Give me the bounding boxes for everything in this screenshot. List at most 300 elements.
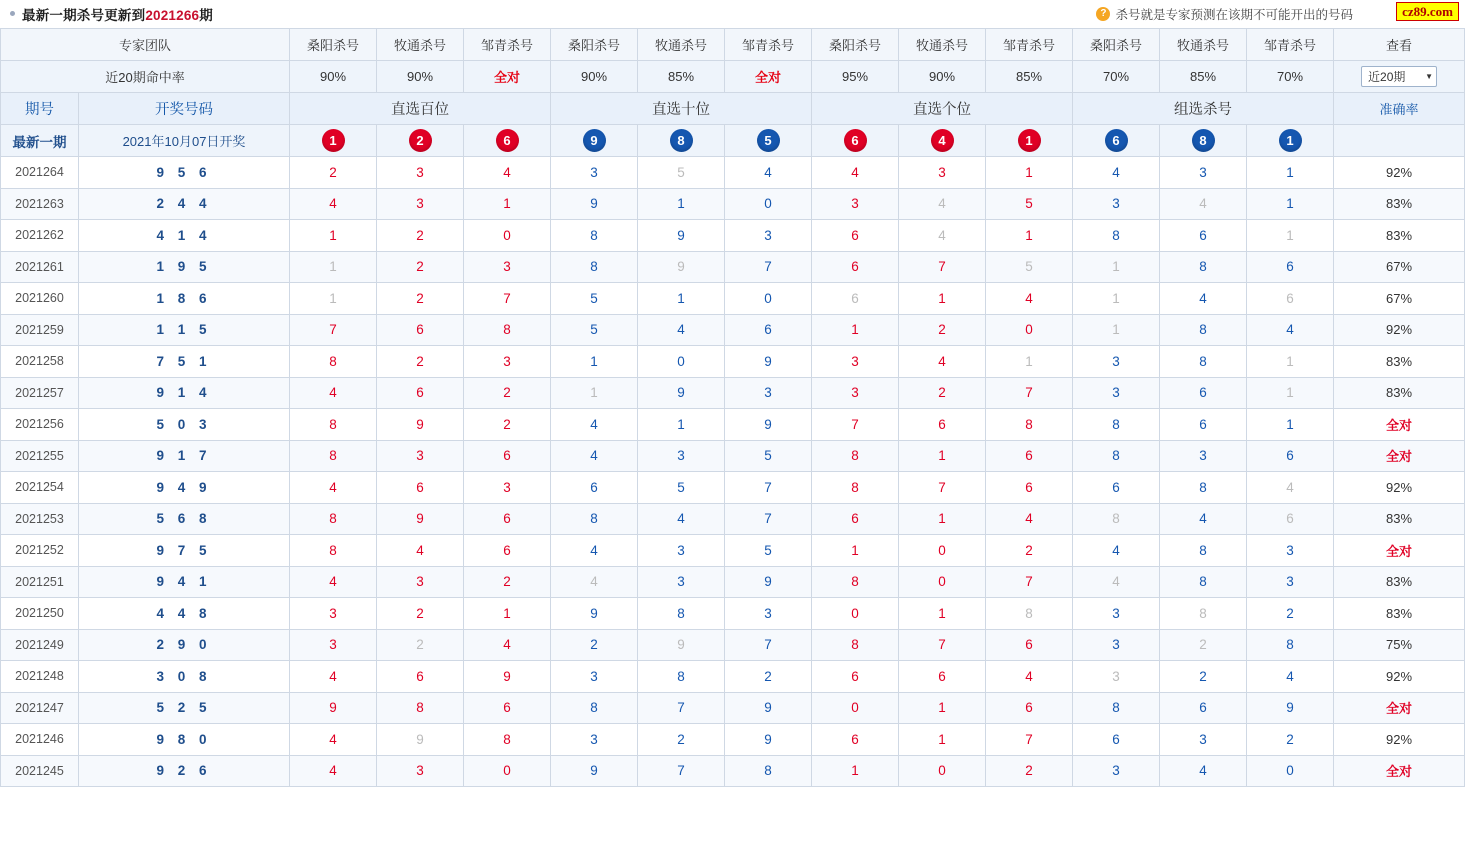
kill-number-2: 9: [464, 661, 551, 693]
latest-draw-date: 2021年10月07日开奖: [79, 125, 290, 157]
kill-number-11: 1: [1247, 188, 1334, 220]
expert-team-label: 专家团队: [1, 29, 290, 61]
kill-number-0: 9: [290, 692, 377, 724]
latest-ball-8: [986, 125, 1073, 157]
kill-number-2: 4: [464, 157, 551, 189]
kill-number-5: 3: [725, 377, 812, 409]
row-accuracy: 83%: [1334, 377, 1465, 409]
kill-number-8: 1: [986, 346, 1073, 378]
row-accuracy: 75%: [1334, 629, 1465, 661]
table-row: [1, 724, 1465, 756]
kill-number-0: 8: [290, 535, 377, 567]
row-issue[interactable]: 2021262: [1, 220, 79, 252]
expert-header-0: 桑阳杀号: [290, 29, 377, 61]
hit-rate-8: 85%: [986, 61, 1073, 93]
group-header-3: 组选杀号: [1073, 93, 1334, 125]
kill-number-5: 0: [725, 188, 812, 220]
kill-number-11: 3: [1247, 535, 1334, 567]
kill-number-9: 8: [1073, 220, 1160, 252]
kill-number-3: 4: [551, 440, 638, 472]
row-issue[interactable]: 2021254: [1, 472, 79, 504]
kill-number-10: 3: [1160, 157, 1247, 189]
kill-number-11: 8: [1247, 629, 1334, 661]
open-number-header: 开奖号码: [79, 93, 290, 125]
kill-number-1: 2: [377, 346, 464, 378]
row-accuracy: 67%: [1334, 283, 1465, 315]
kill-number-4: 8: [638, 598, 725, 630]
page-title-prefix: 最新一期杀号更新到: [22, 7, 146, 23]
issue-header: 期号: [1, 93, 79, 125]
kill-number-11: 2: [1247, 598, 1334, 630]
kill-number-8: 8: [986, 598, 1073, 630]
expert-header-8: 邹青杀号: [986, 29, 1073, 61]
page-title: [22, 4, 213, 24]
row-issue[interactable]: 2021258: [1, 346, 79, 378]
page-title-suffix: 期: [199, 7, 213, 23]
row-accuracy: 83%: [1334, 503, 1465, 535]
kill-number-6: 1: [812, 755, 899, 787]
row-issue[interactable]: 2021246: [1, 724, 79, 756]
kill-number-11: 4: [1247, 472, 1334, 504]
table-row: [1, 283, 1465, 315]
kill-number-1: 6: [377, 472, 464, 504]
kill-number-2: 2: [464, 409, 551, 441]
row-open-number: 5 2 5: [79, 692, 290, 724]
kill-number-10: 2: [1160, 661, 1247, 693]
kill-number-4: 1: [638, 283, 725, 315]
kill-number-8: 6: [986, 440, 1073, 472]
kill-number-5: 7: [725, 629, 812, 661]
hit-rate-7: 90%: [899, 61, 986, 93]
kill-number-5: 8: [725, 755, 812, 787]
row-issue[interactable]: 2021249: [1, 629, 79, 661]
kill-number-5: 5: [725, 440, 812, 472]
kill-number-2: 0: [464, 220, 551, 252]
kill-number-3: 2: [551, 629, 638, 661]
kill-number-8: 7: [986, 566, 1073, 598]
kill-number-3: 4: [551, 566, 638, 598]
kill-number-0: 7: [290, 314, 377, 346]
ball-red: 4: [931, 129, 954, 152]
kill-number-3: 4: [551, 535, 638, 567]
kill-number-2: 6: [464, 692, 551, 724]
kill-number-9: 1: [1073, 314, 1160, 346]
table-row: [1, 409, 1465, 441]
kill-number-4: 5: [638, 472, 725, 504]
kill-number-9: 6: [1073, 472, 1160, 504]
table-row: [1, 566, 1465, 598]
kill-number-8: 8: [986, 409, 1073, 441]
row-accuracy: 67%: [1334, 251, 1465, 283]
kill-number-9: 6: [1073, 724, 1160, 756]
hit-rate-5: 全对: [725, 61, 812, 93]
site-logo[interactable]: cz89.com: [1396, 2, 1459, 21]
kill-number-11: 6: [1247, 440, 1334, 472]
kill-number-10: 4: [1160, 188, 1247, 220]
kill-number-4: 4: [638, 503, 725, 535]
expert-header-row: [1, 29, 1465, 61]
kill-number-10: 8: [1160, 535, 1247, 567]
latest-ball-4: [638, 125, 725, 157]
ball-blue: 5: [757, 129, 780, 152]
kill-number-7: 7: [899, 629, 986, 661]
row-accuracy: 92%: [1334, 661, 1465, 693]
kill-number-9: 3: [1073, 629, 1160, 661]
hit-rate-4: 85%: [638, 61, 725, 93]
latest-ball-7: [899, 125, 986, 157]
row-open-number: 9 4 1: [79, 566, 290, 598]
kill-number-8: 7: [986, 377, 1073, 409]
row-accuracy: 92%: [1334, 724, 1465, 756]
ball-red: 6: [844, 129, 867, 152]
kill-number-9: 4: [1073, 566, 1160, 598]
expert-header-10: 牧通杀号: [1160, 29, 1247, 61]
kill-number-5: 5: [725, 535, 812, 567]
kill-number-7: 6: [899, 661, 986, 693]
hint-text: [1096, 5, 1353, 23]
kill-number-7: 1: [899, 503, 986, 535]
kill-number-4: 3: [638, 566, 725, 598]
kill-number-1: 3: [377, 157, 464, 189]
row-open-number: 4 4 8: [79, 598, 290, 630]
kill-number-8: 4: [986, 283, 1073, 315]
hit-rate-11: 70%: [1247, 61, 1334, 93]
row-issue[interactable]: 2021263: [1, 188, 79, 220]
kill-number-1: 3: [377, 566, 464, 598]
row-issue[interactable]: 2021253: [1, 503, 79, 535]
kill-number-4: 8: [638, 661, 725, 693]
kill-number-4: 9: [638, 377, 725, 409]
hit-rate-0: 90%: [290, 61, 377, 93]
kill-number-1: 2: [377, 251, 464, 283]
kill-number-0: 8: [290, 503, 377, 535]
kill-number-4: 2: [638, 724, 725, 756]
kill-number-6: 1: [812, 314, 899, 346]
row-issue[interactable]: 2021252: [1, 535, 79, 567]
hit-rate-row: [1, 61, 1465, 93]
hit-rate-6: 95%: [812, 61, 899, 93]
table-row: [1, 220, 1465, 252]
kill-number-5: 9: [725, 346, 812, 378]
table-row: [1, 598, 1465, 630]
kill-number-11: 4: [1247, 314, 1334, 346]
kill-number-7: 6: [899, 409, 986, 441]
kill-number-9: 3: [1073, 377, 1160, 409]
kill-number-8: 4: [986, 661, 1073, 693]
kill-number-10: 6: [1160, 220, 1247, 252]
kill-number-7: 1: [899, 692, 986, 724]
kill-number-6: 0: [812, 692, 899, 724]
kill-number-8: 1: [986, 220, 1073, 252]
kill-number-2: 2: [464, 566, 551, 598]
hit-rate-3: 90%: [551, 61, 638, 93]
group-header-row: [1, 93, 1465, 125]
row-open-number: 2 9 0: [79, 629, 290, 661]
kill-number-2: 3: [464, 472, 551, 504]
expert-header-5: 邹青杀号: [725, 29, 812, 61]
row-issue[interactable]: 2021259: [1, 314, 79, 346]
kill-number-table: [0, 28, 1465, 787]
top-bar: [0, 0, 1465, 28]
kill-number-7: 4: [899, 188, 986, 220]
table-row: [1, 629, 1465, 661]
row-issue[interactable]: 2021247: [1, 692, 79, 724]
kill-number-9: 3: [1073, 346, 1160, 378]
row-open-number: 1 9 5: [79, 251, 290, 283]
kill-number-1: 2: [377, 598, 464, 630]
kill-number-2: 6: [464, 503, 551, 535]
kill-number-3: 5: [551, 283, 638, 315]
kill-number-9: 1: [1073, 251, 1160, 283]
kill-number-1: 3: [377, 755, 464, 787]
kill-number-11: 1: [1247, 377, 1334, 409]
kill-number-9: 8: [1073, 409, 1160, 441]
row-open-number: 1 1 5: [79, 314, 290, 346]
kill-number-1: 2: [377, 283, 464, 315]
kill-number-0: 4: [290, 472, 377, 504]
kill-number-10: 8: [1160, 251, 1247, 283]
kill-number-11: 6: [1247, 283, 1334, 315]
kill-number-0: 4: [290, 377, 377, 409]
ball-blue: 1: [1279, 129, 1302, 152]
row-accuracy: 92%: [1334, 472, 1465, 504]
bullet-icon: [10, 11, 15, 16]
kill-number-5: 9: [725, 724, 812, 756]
kill-number-8: 2: [986, 535, 1073, 567]
kill-number-6: 4: [812, 157, 899, 189]
row-accuracy: 92%: [1334, 157, 1465, 189]
kill-number-6: 6: [812, 661, 899, 693]
kill-number-6: 8: [812, 629, 899, 661]
hit-rate-label: 近20期命中率: [1, 61, 290, 93]
kill-number-2: 8: [464, 314, 551, 346]
ball-blue: 6: [1105, 129, 1128, 152]
kill-number-5: 7: [725, 503, 812, 535]
kill-number-11: 9: [1247, 692, 1334, 724]
row-issue[interactable]: 2021264: [1, 157, 79, 189]
kill-number-2: 4: [464, 629, 551, 661]
ball-blue: 8: [1192, 129, 1215, 152]
kill-number-5: 7: [725, 251, 812, 283]
kill-number-7: 2: [899, 377, 986, 409]
row-issue[interactable]: 2021245: [1, 755, 79, 787]
kill-number-4: 0: [638, 346, 725, 378]
kill-number-5: 7: [725, 472, 812, 504]
kill-number-7: 4: [899, 220, 986, 252]
kill-number-1: 4: [377, 535, 464, 567]
hit-rate-9: 70%: [1073, 61, 1160, 93]
row-issue[interactable]: 2021260: [1, 283, 79, 315]
kill-number-11: 6: [1247, 251, 1334, 283]
kill-number-3: 9: [551, 188, 638, 220]
row-open-number: 3 0 8: [79, 661, 290, 693]
row-open-number: 9 5 6: [79, 157, 290, 189]
kill-number-3: 8: [551, 220, 638, 252]
kill-number-6: 0: [812, 598, 899, 630]
kill-number-10: 6: [1160, 377, 1247, 409]
row-open-number: 9 2 6: [79, 755, 290, 787]
kill-number-5: 9: [725, 566, 812, 598]
row-issue[interactable]: 2021256: [1, 409, 79, 441]
kill-number-8: 1: [986, 157, 1073, 189]
row-open-number: 9 4 9: [79, 472, 290, 504]
kill-number-4: 9: [638, 251, 725, 283]
kill-number-6: 6: [812, 251, 899, 283]
kill-number-10: 2: [1160, 629, 1247, 661]
latest-ball-5: [725, 125, 812, 157]
latest-ball-10: [1160, 125, 1247, 157]
kill-number-1: 2: [377, 220, 464, 252]
kill-number-10: 3: [1160, 724, 1247, 756]
table-row: [1, 157, 1465, 189]
expert-header-7: 牧通杀号: [899, 29, 986, 61]
kill-number-4: 3: [638, 535, 725, 567]
row-accuracy: 83%: [1334, 346, 1465, 378]
kill-number-1: 8: [377, 692, 464, 724]
kill-number-7: 0: [899, 755, 986, 787]
row-issue[interactable]: 2021261: [1, 251, 79, 283]
hit-rate-2: 全对: [464, 61, 551, 93]
expert-header-1: 牧通杀号: [377, 29, 464, 61]
table-row: [1, 188, 1465, 220]
kill-number-11: 1: [1247, 220, 1334, 252]
row-issue[interactable]: 2021255: [1, 440, 79, 472]
kill-number-9: 8: [1073, 440, 1160, 472]
kill-number-6: 6: [812, 283, 899, 315]
view-header: 查看: [1334, 29, 1465, 61]
kill-number-5: 3: [725, 220, 812, 252]
expert-header-2: 邹青杀号: [464, 29, 551, 61]
kill-number-6: 8: [812, 566, 899, 598]
kill-number-0: 4: [290, 724, 377, 756]
kill-number-10: 8: [1160, 346, 1247, 378]
kill-number-4: 1: [638, 188, 725, 220]
hit-rate-1: 90%: [377, 61, 464, 93]
kill-number-9: 8: [1073, 692, 1160, 724]
latest-ball-0: [290, 125, 377, 157]
kill-number-3: 3: [551, 157, 638, 189]
row-open-number: 7 5 1: [79, 346, 290, 378]
ball-red: 1: [322, 129, 345, 152]
row-issue[interactable]: 2021248: [1, 661, 79, 693]
kill-number-9: 1: [1073, 283, 1160, 315]
period-select[interactable]: [1361, 66, 1437, 87]
kill-number-6: 7: [812, 409, 899, 441]
kill-number-9: 3: [1073, 188, 1160, 220]
kill-number-5: 2: [725, 661, 812, 693]
kill-number-7: 1: [899, 283, 986, 315]
ball-blue: 9: [583, 129, 606, 152]
table-row: [1, 251, 1465, 283]
kill-number-3: 3: [551, 661, 638, 693]
kill-number-8: 6: [986, 692, 1073, 724]
kill-number-0: 2: [290, 157, 377, 189]
kill-number-10: 4: [1160, 283, 1247, 315]
row-open-number: 9 8 0: [79, 724, 290, 756]
latest-ball-2: [464, 125, 551, 157]
kill-number-0: 8: [290, 440, 377, 472]
kill-number-10: 3: [1160, 440, 1247, 472]
table-row: [1, 472, 1465, 504]
kill-number-8: 2: [986, 755, 1073, 787]
row-issue[interactable]: 2021251: [1, 566, 79, 598]
kill-number-10: 8: [1160, 598, 1247, 630]
kill-number-2: 0: [464, 755, 551, 787]
kill-number-2: 6: [464, 535, 551, 567]
kill-number-3: 1: [551, 346, 638, 378]
kill-number-5: 6: [725, 314, 812, 346]
kill-number-1: 6: [377, 377, 464, 409]
kill-number-10: 8: [1160, 314, 1247, 346]
latest-issue-label: 最新一期: [1, 125, 79, 157]
kill-number-2: 2: [464, 377, 551, 409]
kill-number-9: 3: [1073, 598, 1160, 630]
expert-header-11: 邹青杀号: [1247, 29, 1334, 61]
row-accuracy: 全对: [1334, 440, 1465, 472]
kill-number-11: 3: [1247, 566, 1334, 598]
kill-number-0: 3: [290, 598, 377, 630]
kill-number-2: 1: [464, 598, 551, 630]
row-issue[interactable]: 2021257: [1, 377, 79, 409]
kill-number-4: 9: [638, 220, 725, 252]
kill-number-11: 1: [1247, 346, 1334, 378]
kill-number-7: 7: [899, 472, 986, 504]
expert-header-3: 桑阳杀号: [551, 29, 638, 61]
kill-number-3: 3: [551, 724, 638, 756]
page-title-issue: 2021266: [145, 7, 200, 23]
row-accuracy: 全对: [1334, 755, 1465, 787]
kill-number-1: 9: [377, 503, 464, 535]
kill-number-0: 4: [290, 755, 377, 787]
expert-header-4: 牧通杀号: [638, 29, 725, 61]
period-select-cell[interactable]: [1334, 61, 1465, 93]
group-header-2: 直选个位: [812, 93, 1073, 125]
accuracy-header: 准确率: [1334, 93, 1465, 125]
kill-number-2: 7: [464, 283, 551, 315]
kill-number-2: 3: [464, 346, 551, 378]
kill-number-8: 0: [986, 314, 1073, 346]
kill-number-6: 3: [812, 188, 899, 220]
kill-number-0: 4: [290, 661, 377, 693]
row-open-number: 4 1 4: [79, 220, 290, 252]
kill-number-2: 6: [464, 440, 551, 472]
row-accuracy: 92%: [1334, 314, 1465, 346]
expert-header-9: 桑阳杀号: [1073, 29, 1160, 61]
kill-number-3: 4: [551, 409, 638, 441]
ball-red: 6: [496, 129, 519, 152]
kill-number-11: 1: [1247, 157, 1334, 189]
table-row: [1, 535, 1465, 567]
kill-number-9: 3: [1073, 661, 1160, 693]
kill-number-0: 1: [290, 251, 377, 283]
kill-number-3: 8: [551, 251, 638, 283]
row-issue[interactable]: 2021250: [1, 598, 79, 630]
kill-number-7: 0: [899, 535, 986, 567]
table-row: [1, 692, 1465, 724]
kill-number-9: 4: [1073, 157, 1160, 189]
row-open-number: 9 1 7: [79, 440, 290, 472]
table-row: [1, 755, 1465, 787]
kill-number-6: 1: [812, 535, 899, 567]
kill-number-8: 7: [986, 724, 1073, 756]
chevron-down-icon: ▼: [1425, 72, 1434, 81]
row-open-number: 5 6 8: [79, 503, 290, 535]
row-open-number: 9 1 4: [79, 377, 290, 409]
kill-number-10: 4: [1160, 503, 1247, 535]
kill-number-1: 3: [377, 440, 464, 472]
latest-accuracy: [1334, 125, 1465, 157]
kill-number-1: 3: [377, 188, 464, 220]
